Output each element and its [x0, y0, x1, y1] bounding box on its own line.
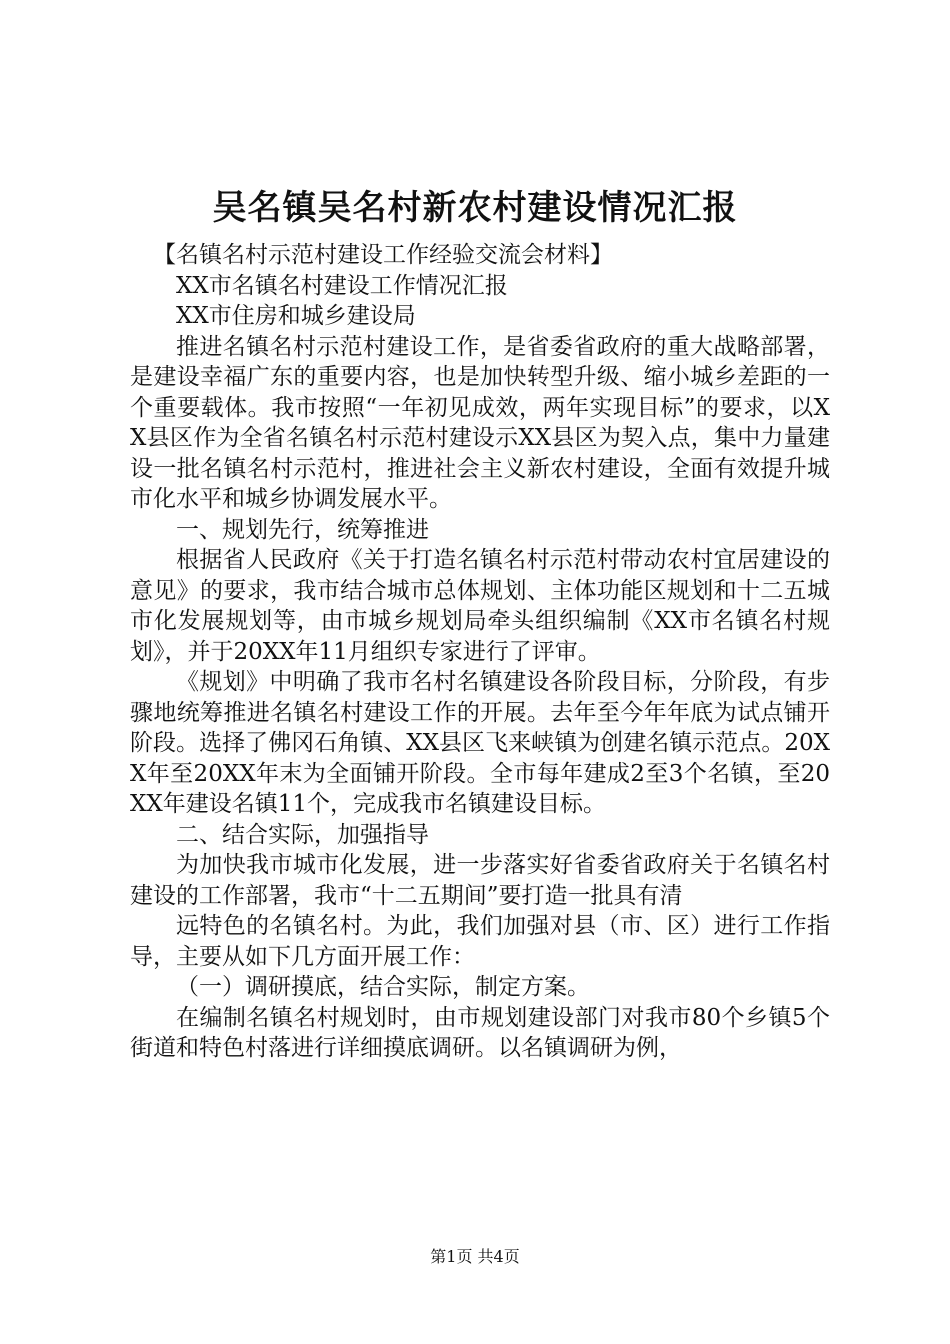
subsection-heading-1: （一）调研摸底，结合实际，制定方案。	[176, 974, 590, 1000]
paragraph-guidance-cont: 远特色的名镇名村。为此，我们加强对县（市、区）进行工作指导，主要从如下几方面开展工作：	[130, 913, 830, 970]
document-body	[130, 240, 830, 1064]
section-heading-1: 一、规划先行，统筹推进	[176, 516, 429, 543]
document-title: 吴名镇吴名村新农村建设情况汇报	[212, 188, 738, 228]
paragraph-plan-goals: 《规划》中明确了我市名村名镇建设各阶段目标，分阶段，有步骤地统筹推进名镇名村建设工作的开展。去年至今年年底为试点铺开阶段。选择了佛冈石角镇、XX县区飞来峡镇为创建名镇示范点。20XX年至20XX年末为全面铺开阶段。全市每年建成2至3个名镇，至20XX年建设名镇11个，完成我市名镇建设目标。	[130, 669, 830, 817]
paragraph-meeting-material: 【名镇名村示范村建设工作经验交流会材料】	[153, 242, 613, 268]
page-footer: 第1页 共4页	[430, 1247, 520, 1266]
paragraph-issuer: XX市住房和城乡建设局	[176, 303, 416, 329]
paragraph-guidance: 为加快我市城市化发展，进一步落实好省委省政府关于名镇名村建设的工作部署，我市“十二五期间”要打造一批具有清	[130, 852, 830, 909]
paragraph-intro: 推进名镇名村示范村建设工作，是省委省政府的重大战略部署，是建设幸福广东的重要内容，也是加快转型升级、缩小城乡差距的一个重要载体。我市按照“一年初见成效，两年实现目标”的要求，以XX县区作为全省名镇名村示范村建设示XX县区为契入点，集中力量建设一批名镇名村示范村，推进社会主义新农村建设，全面有效提升城市化水平和城乡协调发展水平。	[130, 333, 830, 512]
paragraph-report-title: XX市名镇名村建设工作情况汇报	[176, 272, 508, 299]
paragraph-planning: 根据省人民政府《关于打造名镇名村示范村带动农村宜居建设的意见》的要求，我市结合城市总体规划、主体功能区规划和十二五城市化发展规划等，由市城乡规划局牵头组织编制《XX市名镇名村规划》，并于20XX年11月组织专家进行了评审。	[130, 547, 830, 665]
section-heading-2: 二、结合实际，加强指导	[176, 821, 429, 848]
paragraph-survey: 在编制名镇名村规划时，由市规划建设部门对我市80个乡镇5个街道和特色村落进行详细摸底调研。以名镇调研为例，	[130, 1004, 830, 1061]
